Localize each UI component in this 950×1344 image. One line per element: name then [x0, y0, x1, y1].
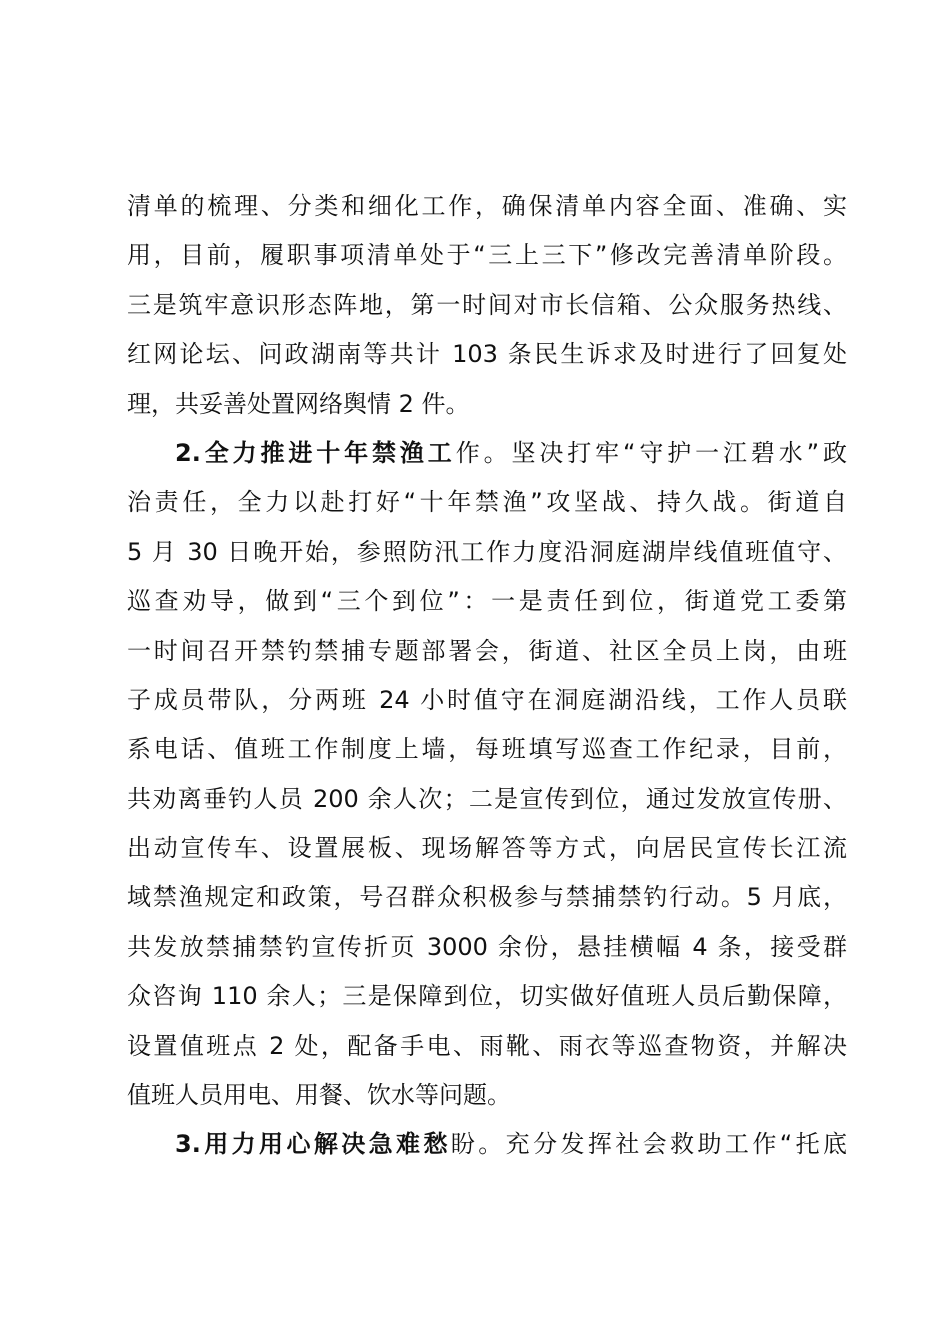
text-line: 巡查劝导，做到“三个到位”：一是责任到位，街道党工委第: [127, 587, 847, 616]
text-line: 清单的梳理、分类和细化工作，确保清单内容全面、准确、实: [127, 192, 847, 220]
section-heading: 2.全力推进十年禁渔工: [175, 438, 456, 467]
document-body: [127, 182, 847, 1170]
paragraph-2: [127, 429, 847, 1120]
text-line: 用，目前，履职事项清单处于“三上三下”修改完善清单阶段。: [127, 241, 847, 270]
text-line: 一时间召开禁钓禁捕专题部署会，街道、社区全员上岗，由班: [127, 636, 847, 665]
paragraph-first-line: [127, 1120, 847, 1169]
text-line: 系电话、值班工作制度上墙，每班填写巡查工作纪录，目前，: [127, 735, 847, 764]
text-line: 5 月 30 日晚开始，参照防汛工作力度沿洞庭湖岸线值班值守、: [127, 537, 847, 566]
text-line: 子成员带队，分两班 24 小时值守在洞庭湖沿线，工作人员联: [127, 685, 847, 714]
text-line: 值班人员用电、用餐、饮水等问题。: [127, 1081, 511, 1110]
text-line: 出动宣传车、设置展板、现场解答等方式，向居民宣传长江流: [127, 834, 847, 863]
text-line: 设置值班点 2 处，配备手电、雨靴、雨衣等巡查物资，并解决: [127, 1031, 847, 1060]
text-line: 红网论坛、问政湖南等共计 103 条民生诉求及时进行了回复处: [127, 340, 847, 369]
text-line: 域禁渔规定和政策，号召群众积极参与禁捕禁钓行动。5 月底，: [127, 883, 847, 912]
section-heading: 3.用力用心解决急难愁: [175, 1130, 451, 1159]
paragraph-first-line: [127, 429, 847, 478]
text-line: 理，共妥善处置网络舆情 2 件。: [127, 389, 470, 418]
text-run: 盼。充分发挥社会救助工作“托底: [450, 1130, 847, 1159]
text-line: 共劝离垂钓人员 200 余人次；二是宣传到位，通过发放宣传册、: [127, 784, 847, 813]
text-line: 三是筑牢意识形态阵地，第一时间对市长信箱、公众服务热线、: [127, 290, 847, 319]
paragraph-3: [127, 1120, 847, 1169]
text-run: 作。坚决打牢“守护一江碧水”政: [455, 438, 847, 467]
text-line: 治责任，全力以赴打好“十年禁渔”攻坚战、持久战。街道自: [127, 488, 847, 517]
text-line: 共发放禁捕禁钓宣传折页 3000 余份，悬挂横幅 4 条，接受群: [127, 932, 847, 961]
text-line: 众咨询 110 余人；三是保障到位，切实做好值班人员后勤保障，: [127, 982, 847, 1011]
paragraph-1: [127, 182, 847, 429]
